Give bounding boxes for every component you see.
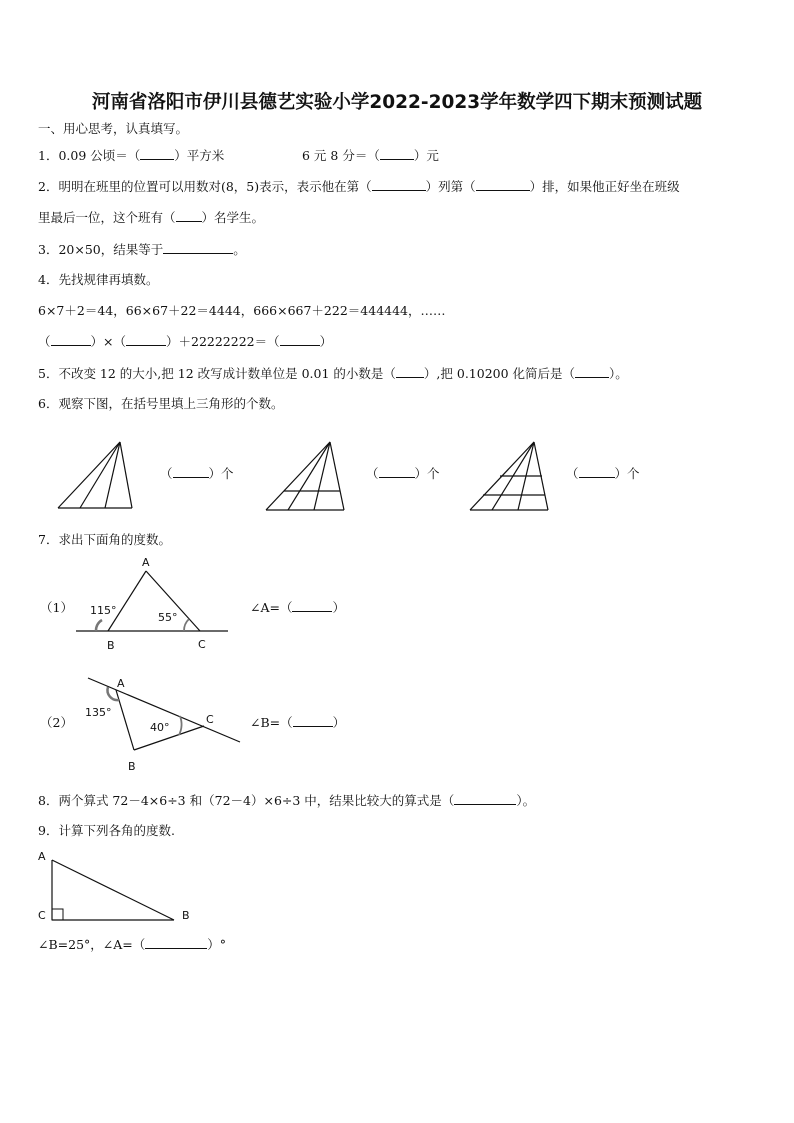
q2-row-blank[interactable]	[476, 178, 530, 191]
q5-blank-2[interactable]	[575, 365, 609, 378]
q2-text-c: ）排，如果他正好坐在班级	[529, 179, 680, 194]
q1-number: 1．	[38, 148, 59, 163]
q5-blank-1[interactable]	[396, 365, 424, 378]
question-1b	[302, 147, 439, 164]
q1-a-prefix: 0.09 公顷＝（	[58, 148, 141, 163]
question-4-fill	[38, 333, 332, 350]
q6-paren-close-1: ）个	[208, 466, 234, 481]
q6-answer-1	[160, 464, 234, 482]
q2-text-a: 2．明明在班里的位置可以用数对(8，5)表示，表示他在第（	[38, 179, 372, 194]
q9-answer-blank[interactable]	[145, 936, 207, 949]
q7-part2-question	[250, 713, 345, 731]
q1-b-prefix: 6 元 8 分＝（	[302, 148, 380, 163]
q9-ask-pre: ∠B=25°，∠A=（	[38, 937, 146, 952]
q8-end: ）。	[516, 793, 536, 808]
q7-part1-label: （1）	[40, 600, 73, 615]
q7-1-point-b: B	[107, 639, 115, 652]
question-4-pattern: 6×7＋2＝44，66×67＋22＝4444，666×667＋222＝444444，……	[38, 303, 446, 318]
q7-1-answer-blank[interactable]	[292, 599, 332, 612]
q6-triangle-figure-3	[462, 438, 554, 512]
q6-paren-close-3: ）个	[614, 466, 640, 481]
q7-1-angle-115: 115°	[90, 604, 117, 617]
q7-2-ask-post: ）	[332, 715, 346, 730]
q4-paren-2: ）×（	[90, 334, 126, 349]
question-1	[38, 147, 224, 164]
q7-figure-1	[74, 555, 234, 655]
question-7-intro: 7．求出下面角的度数。	[38, 532, 171, 547]
q2-text-b: ）列第（	[425, 179, 476, 194]
question-4-intro: 4．先找规律再填数。	[38, 272, 159, 287]
q9-right-triangle-figure	[34, 846, 204, 926]
q7-1-point-c: C	[198, 638, 206, 651]
q7-1-ask-pre: ∠A=（	[250, 600, 293, 615]
q4-paren-3: ）＋22222222＝（	[166, 334, 280, 349]
q7-2-angle-135: 135°	[85, 706, 112, 719]
q7-1-point-a: A	[142, 556, 150, 569]
q4-blank-1[interactable]	[51, 333, 91, 346]
q2-column-blank[interactable]	[372, 178, 426, 191]
q9-point-a: A	[38, 850, 46, 863]
q7-2-ask-pre: ∠B=（	[250, 715, 293, 730]
q3-text: 3．20×50，结果等于	[38, 242, 164, 257]
q9-point-b: B	[182, 909, 190, 922]
q3-end: 。	[233, 242, 246, 257]
q7-1-ask-post: ）	[332, 600, 345, 615]
q6-paren-open-3: （	[566, 466, 579, 481]
q4-paren-1: （	[38, 334, 51, 349]
q9-point-c: C	[38, 909, 46, 922]
q4-blank-3[interactable]	[280, 333, 320, 346]
q6-answer-2	[366, 464, 440, 482]
q7-2-angle-40: 40°	[150, 721, 170, 734]
q8-answer-blank[interactable]	[454, 792, 516, 805]
q2-text-d: 里最后一位，这个班有（	[38, 210, 176, 225]
q4-paren-4: ）	[319, 334, 333, 349]
q4-blank-2[interactable]	[126, 333, 166, 346]
q7-part2-label: （2）	[40, 715, 73, 730]
q7-2-answer-blank[interactable]	[293, 714, 333, 727]
q5-text-c: ）。	[609, 366, 628, 381]
q1-a-suffix: ）平方米	[174, 148, 225, 163]
question-5	[38, 365, 628, 382]
q6-blank-3[interactable]	[579, 465, 615, 478]
q7-1-angle-55: 55°	[158, 611, 178, 624]
page-title: 河南省洛阳市伊川县德艺实验小学2022-2023学年数学四下期末预测试题	[91, 92, 703, 113]
q7-figure-2	[82, 672, 242, 774]
question-2-line2	[38, 209, 264, 226]
question-6-intro: 6．观察下图，在括号里填上三角形的个数。	[38, 396, 284, 411]
q6-paren-close-2: ）个	[414, 466, 440, 481]
q6-paren-open-2: （	[366, 466, 379, 481]
question-3	[38, 241, 246, 258]
q7-2-point-a: A	[117, 677, 125, 690]
q6-blank-1[interactable]	[173, 465, 209, 478]
q6-triangle-figure-2	[258, 438, 350, 512]
question-2-line1	[38, 178, 680, 195]
q7-2-point-b: B	[128, 760, 136, 773]
question-8	[38, 792, 535, 809]
q6-answer-3	[566, 464, 640, 482]
question-9-intro: 9．计算下列各角的度数.	[38, 823, 175, 838]
q7-2-point-c: C	[206, 713, 214, 726]
q1-b-suffix: ）元	[413, 148, 439, 163]
q6-blank-2[interactable]	[379, 465, 415, 478]
q5-text-b: ）,把 0.10200 化简后是（	[423, 366, 576, 381]
q5-text-a: 5．不改变 12 的大小,把 12 改写成计数单位是 0.01 的小数是（	[38, 366, 396, 381]
q2-students-blank[interactable]	[176, 209, 202, 222]
q2-text-e: ）名学生。	[201, 210, 265, 225]
q6-triangle-figure-1	[50, 438, 140, 512]
q8-text: 8．两个算式 72－4×6÷3 和（72－4）×6÷3 中，结果比较大的算式是（	[38, 793, 455, 808]
q1-b-answer-blank[interactable]	[380, 147, 414, 160]
q1-a-answer-blank[interactable]	[140, 147, 174, 160]
section-heading: 一、用心思考，认真填写。	[38, 121, 189, 136]
q3-answer-blank[interactable]	[163, 241, 233, 254]
q7-part1-question	[250, 598, 345, 616]
q6-paren-open-1: （	[160, 466, 173, 481]
q9-ask-post: ）°	[207, 937, 227, 952]
question-9-ask	[38, 936, 226, 953]
